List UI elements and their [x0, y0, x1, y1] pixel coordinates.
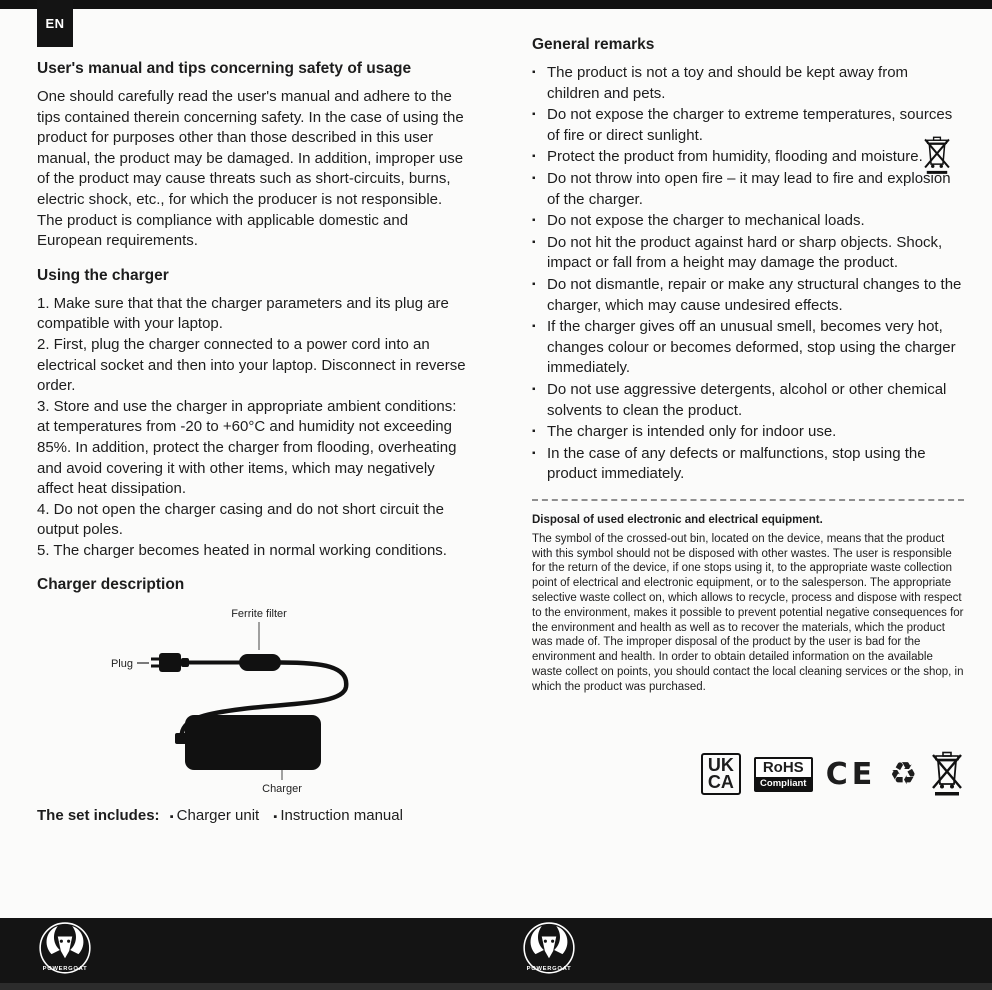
remark-item: ▪ If the charger gives off an unusual smell, becomes very hot, changes colour or becomes deformed, stop using the charger immediately.: [532, 317, 964, 379]
language-badge: EN: [37, 0, 73, 47]
charger-diagram: [37, 603, 469, 795]
left-column: [37, 60, 469, 824]
remark-item: ▪ The charger is intended only for indoor use.: [532, 422, 964, 443]
plug-icon: [151, 653, 189, 672]
using-step: 1. Make sure that that the charger parameters and its plug are compatible with your laptop.: [37, 294, 449, 333]
ferrite-filter-icon: [239, 654, 281, 671]
weee-bin-icon: [930, 751, 964, 798]
remark-item: ▪ Protect the product from humidity, flooding and moisture.: [532, 147, 964, 168]
general-remarks-list: [532, 63, 964, 485]
compliance-marks: [532, 751, 964, 798]
remark-item: ▪ In the case of any defects or malfunctions, stop using the product immediately.: [532, 444, 964, 485]
ukca-top: UK: [707, 755, 734, 776]
brand-label: POWERGOAT: [42, 966, 88, 973]
using-step: 4. Do not open the charger casing and do not short circuit the output poles.: [37, 500, 444, 539]
charger-body-icon: [185, 715, 321, 770]
disposal-heading: Disposal of used electronic and electrical equipment.: [532, 513, 823, 526]
using-step: 3. Store and use the charger in appropriate ambient conditions: at temperatures from -20 to +60°C and humidity not exceeding 85%. In addition, protect the charger from flooding, overheating and avoid covering it with other items, which may negatively affect heat dissipation.: [37, 397, 457, 498]
remark-item: ▪ Do not expose the charger to extreme temperatures, sources of fire or direct sunlight.: [532, 105, 964, 146]
footer-bottom-strip: [0, 983, 992, 990]
dashed-divider: [532, 499, 964, 501]
brand-label: POWERGOAT: [526, 966, 572, 973]
using-step: 5. The charger becomes heated in normal working conditions.: [37, 541, 447, 559]
remark-item: ▪ The product is not a toy and should be kept away from children and pets.: [532, 63, 964, 104]
plug-label: Plug: [110, 658, 133, 671]
right-column: [532, 36, 964, 798]
ukca-mark: [701, 753, 741, 795]
rohs-mark: [754, 757, 813, 792]
rohs-compliant-label: Compliant: [756, 777, 811, 790]
powergoat-logo: [36, 921, 94, 979]
rohs-label: RoHS: [756, 759, 811, 777]
charger-label: Charger: [262, 783, 302, 796]
using-step: 2. First, plug the charger connected to a power cord into an electrical socket and then into your laptop. Disconnect in reverse order.: [37, 335, 466, 395]
description-heading: Charger description: [37, 576, 185, 594]
set-includes-label: The set includes:: [37, 807, 160, 825]
set-includes-item: ▪ Instruction manual: [273, 807, 403, 824]
set-includes-item: ▪ Charger unit: [170, 807, 260, 824]
powergoat-logo: [520, 921, 578, 979]
ukca-bottom: CA: [707, 772, 734, 793]
top-black-bar: [0, 0, 992, 9]
remark-item: ▪ Do not hit the product against hard or sharp objects. Shock, impact or fall from a height may damage the product.: [532, 233, 964, 274]
remark-item: ▪ Do not throw into open fire – it may lead to fire and explosion of the charger.: [532, 169, 964, 210]
using-heading: Using the charger: [37, 266, 169, 284]
general-remarks-heading: General remarks: [532, 36, 655, 53]
footer-bar: [0, 918, 992, 990]
intro-body: One should carefully read the user's manual and adhere to the tips contained therein concerning safety. In the case of using the product for purposes other than those described in this user manual, the product may be damaged. In addition, improper use of the product may cause threats such as short-circuits, burns, electric shock, etc., for which the producer is not responsible. The product is compliance with applicable domestic and European requirements.: [37, 88, 464, 250]
recycle-icon: ♻: [889, 755, 917, 792]
disposal-body: The symbol of the crossed-out bin, located on the device, means that the product with this symbol should not be disposed with other wastes. The user is responsible for the return of the device, if one stops using it, to the appropriate waste collection point of electrical and electronic equipment, or to the salesperson. The appropriate selective waste collect on, which allows to recycle, process and dispose with respect to the environment, makes it possible to prevent potential negative consequences for the environment and health as well as to recover the materials, which the product was made of. The improper disposal of the product by the user is bad for the environment and health. In order to obtain detailed information on the available waste collect on points, you should contact the local cleaning services or the shop, in which the product was purchased.: [532, 532, 964, 693]
ce-mark: CE: [825, 756, 877, 792]
remark-item: ▪ Do not use aggressive detergents, alcohol or other chemical solvents to clean the product.: [532, 380, 964, 421]
set-includes: [37, 807, 469, 824]
ferrite-filter-label: Ferrite filter: [231, 608, 287, 621]
intro-heading: User's manual and tips concerning safety of usage: [37, 60, 412, 77]
remark-item: ▪ Do not expose the charger to mechanical loads.: [532, 211, 964, 232]
remark-item: ▪ Do not dismantle, repair or make any structural changes to the charger, which may cause undesired effects.: [532, 275, 964, 316]
